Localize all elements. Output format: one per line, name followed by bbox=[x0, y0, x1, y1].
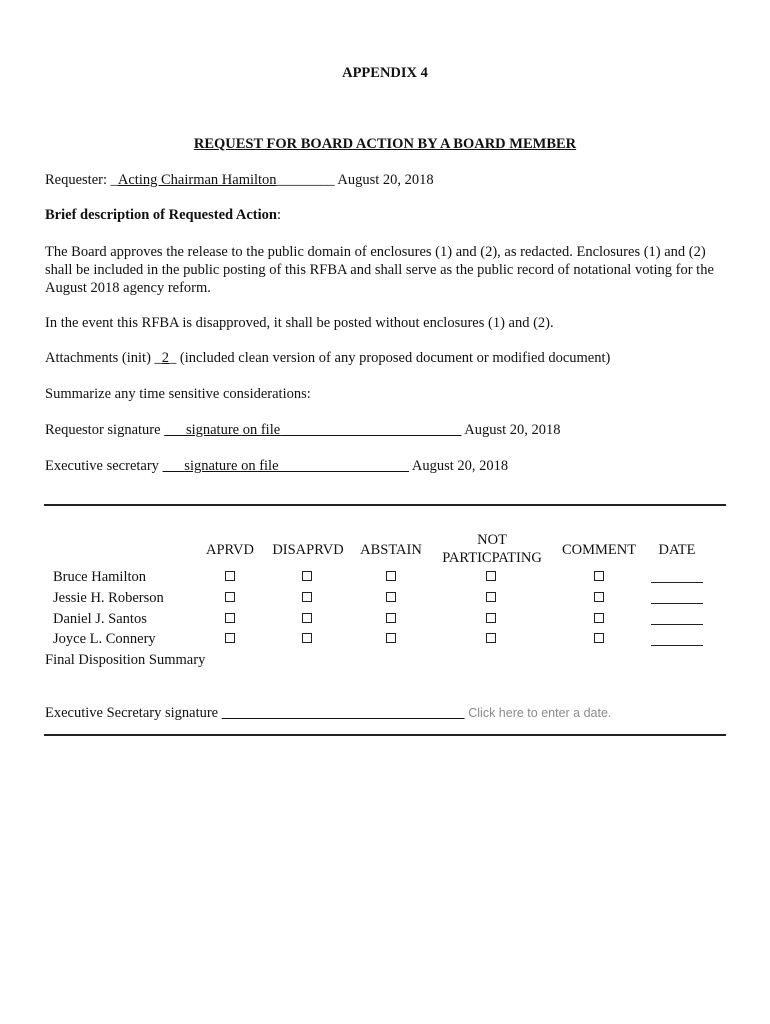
requester-line: Requester: _Acting Chairman Hamilton________ August 20, 2018 bbox=[45, 172, 434, 188]
top-divider bbox=[44, 504, 726, 506]
header-date: DATE bbox=[658, 542, 696, 558]
requestor-signature-date[interactable]: August 20, 2018 bbox=[464, 422, 561, 438]
attachments-label: Attachments (init) bbox=[45, 350, 151, 366]
comment-checkbox[interactable] bbox=[594, 592, 604, 602]
disaprvd-checkbox[interactable] bbox=[302, 571, 312, 581]
disaprvd-checkbox[interactable] bbox=[302, 613, 312, 623]
final-disposition-label: Final Disposition Summary bbox=[45, 652, 206, 668]
comment-checkbox[interactable] bbox=[594, 613, 604, 623]
exec-sec-signature-blank[interactable] bbox=[222, 705, 465, 721]
exec-sec-signature-line bbox=[45, 705, 611, 722]
requestor-signature-label: Requestor signature bbox=[45, 422, 161, 438]
attachments-line: Attachments (init) _2_ (included clean version of any proposed document or modified document) bbox=[45, 350, 611, 366]
header-abstain: ABSTAIN bbox=[360, 542, 422, 558]
executive-secretary-date[interactable]: August 20, 2018 bbox=[411, 458, 509, 474]
requestor-signature-line bbox=[45, 422, 561, 439]
brief-description-label: Brief description of Requested Action bbox=[45, 207, 277, 223]
disapproved-note: In the event this RFBA is disapproved, it shall be posted without enclosures (1) and (2). bbox=[45, 315, 554, 331]
date-blank[interactable] bbox=[651, 624, 703, 625]
not-participating-checkbox[interactable] bbox=[486, 571, 496, 581]
requester-value[interactable]: Acting Chairman Hamilton bbox=[117, 172, 277, 188]
not-participating-checkbox[interactable] bbox=[486, 592, 496, 602]
comment-checkbox[interactable] bbox=[594, 633, 604, 643]
abstain-checkbox[interactable] bbox=[386, 633, 396, 643]
aprvd-checkbox[interactable] bbox=[225, 592, 235, 602]
header-disaprvd: DISAPRVD bbox=[272, 542, 344, 558]
date-blank[interactable] bbox=[651, 582, 703, 583]
bottom-divider bbox=[44, 734, 726, 736]
aprvd-checkbox[interactable] bbox=[225, 613, 235, 623]
disaprvd-checkbox[interactable] bbox=[302, 592, 312, 602]
attachments-note: (included clean version of any proposed document or modified document) bbox=[179, 350, 611, 366]
header-not-participating-line1: NOT bbox=[477, 532, 507, 548]
date-blank[interactable] bbox=[651, 603, 703, 604]
header-aprvd: APRVD bbox=[206, 542, 254, 558]
time-sensitive-label: Summarize any time sensitive considerations: bbox=[45, 386, 311, 402]
aprvd-checkbox[interactable] bbox=[225, 633, 235, 643]
date-blank[interactable] bbox=[651, 645, 703, 646]
appendix-label: APPENDIX 4 bbox=[342, 65, 428, 81]
member-name: Daniel J. Santos bbox=[53, 611, 147, 627]
attachments-count[interactable]: 2 bbox=[161, 350, 170, 366]
not-participating-checkbox[interactable] bbox=[486, 633, 496, 643]
brief-description-heading: Brief description of Requested Action: bbox=[45, 207, 282, 223]
comment-checkbox[interactable] bbox=[594, 571, 604, 581]
description-text[interactable]: The Board approves the release to the public domain of enclosures (1) and (2), as redacted. Enclosures (1) and (2) shall be included in the public posting of this RFBA and shall serve as the public record of notational voting for the August 2018 agency reform. bbox=[45, 244, 714, 296]
exec-sec-signature-label: Executive Secretary signature bbox=[45, 705, 219, 721]
abstain-checkbox[interactable] bbox=[386, 592, 396, 602]
header-comment: COMMENT bbox=[561, 542, 637, 558]
executive-secretary-line bbox=[45, 458, 508, 475]
header-not-participating-line2: PARTICPATING bbox=[442, 550, 542, 566]
member-name: Jessie H. Roberson bbox=[53, 590, 164, 606]
disaprvd-checkbox[interactable] bbox=[302, 633, 312, 643]
requester-label: Requester: bbox=[45, 172, 108, 188]
member-name: Bruce Hamilton bbox=[53, 569, 147, 585]
abstain-checkbox[interactable] bbox=[386, 571, 396, 581]
header-not-participating bbox=[432, 531, 552, 567]
abstain-checkbox[interactable] bbox=[386, 613, 396, 623]
executive-secretary-value[interactable]: signature on file bbox=[184, 458, 279, 474]
page-title: REQUEST FOR BOARD ACTION BY A BOARD MEMBER bbox=[193, 136, 577, 152]
executive-secretary-label: Executive secretary bbox=[45, 458, 159, 474]
requester-date[interactable]: August 20, 2018 bbox=[337, 172, 434, 188]
not-participating-checkbox[interactable] bbox=[486, 613, 496, 623]
aprvd-checkbox[interactable] bbox=[225, 571, 235, 581]
member-name: Joyce L. Connery bbox=[53, 631, 156, 647]
requestor-signature-value[interactable]: signature on file bbox=[185, 422, 281, 438]
date-picker-placeholder[interactable]: Click here to enter a date. bbox=[468, 706, 612, 720]
